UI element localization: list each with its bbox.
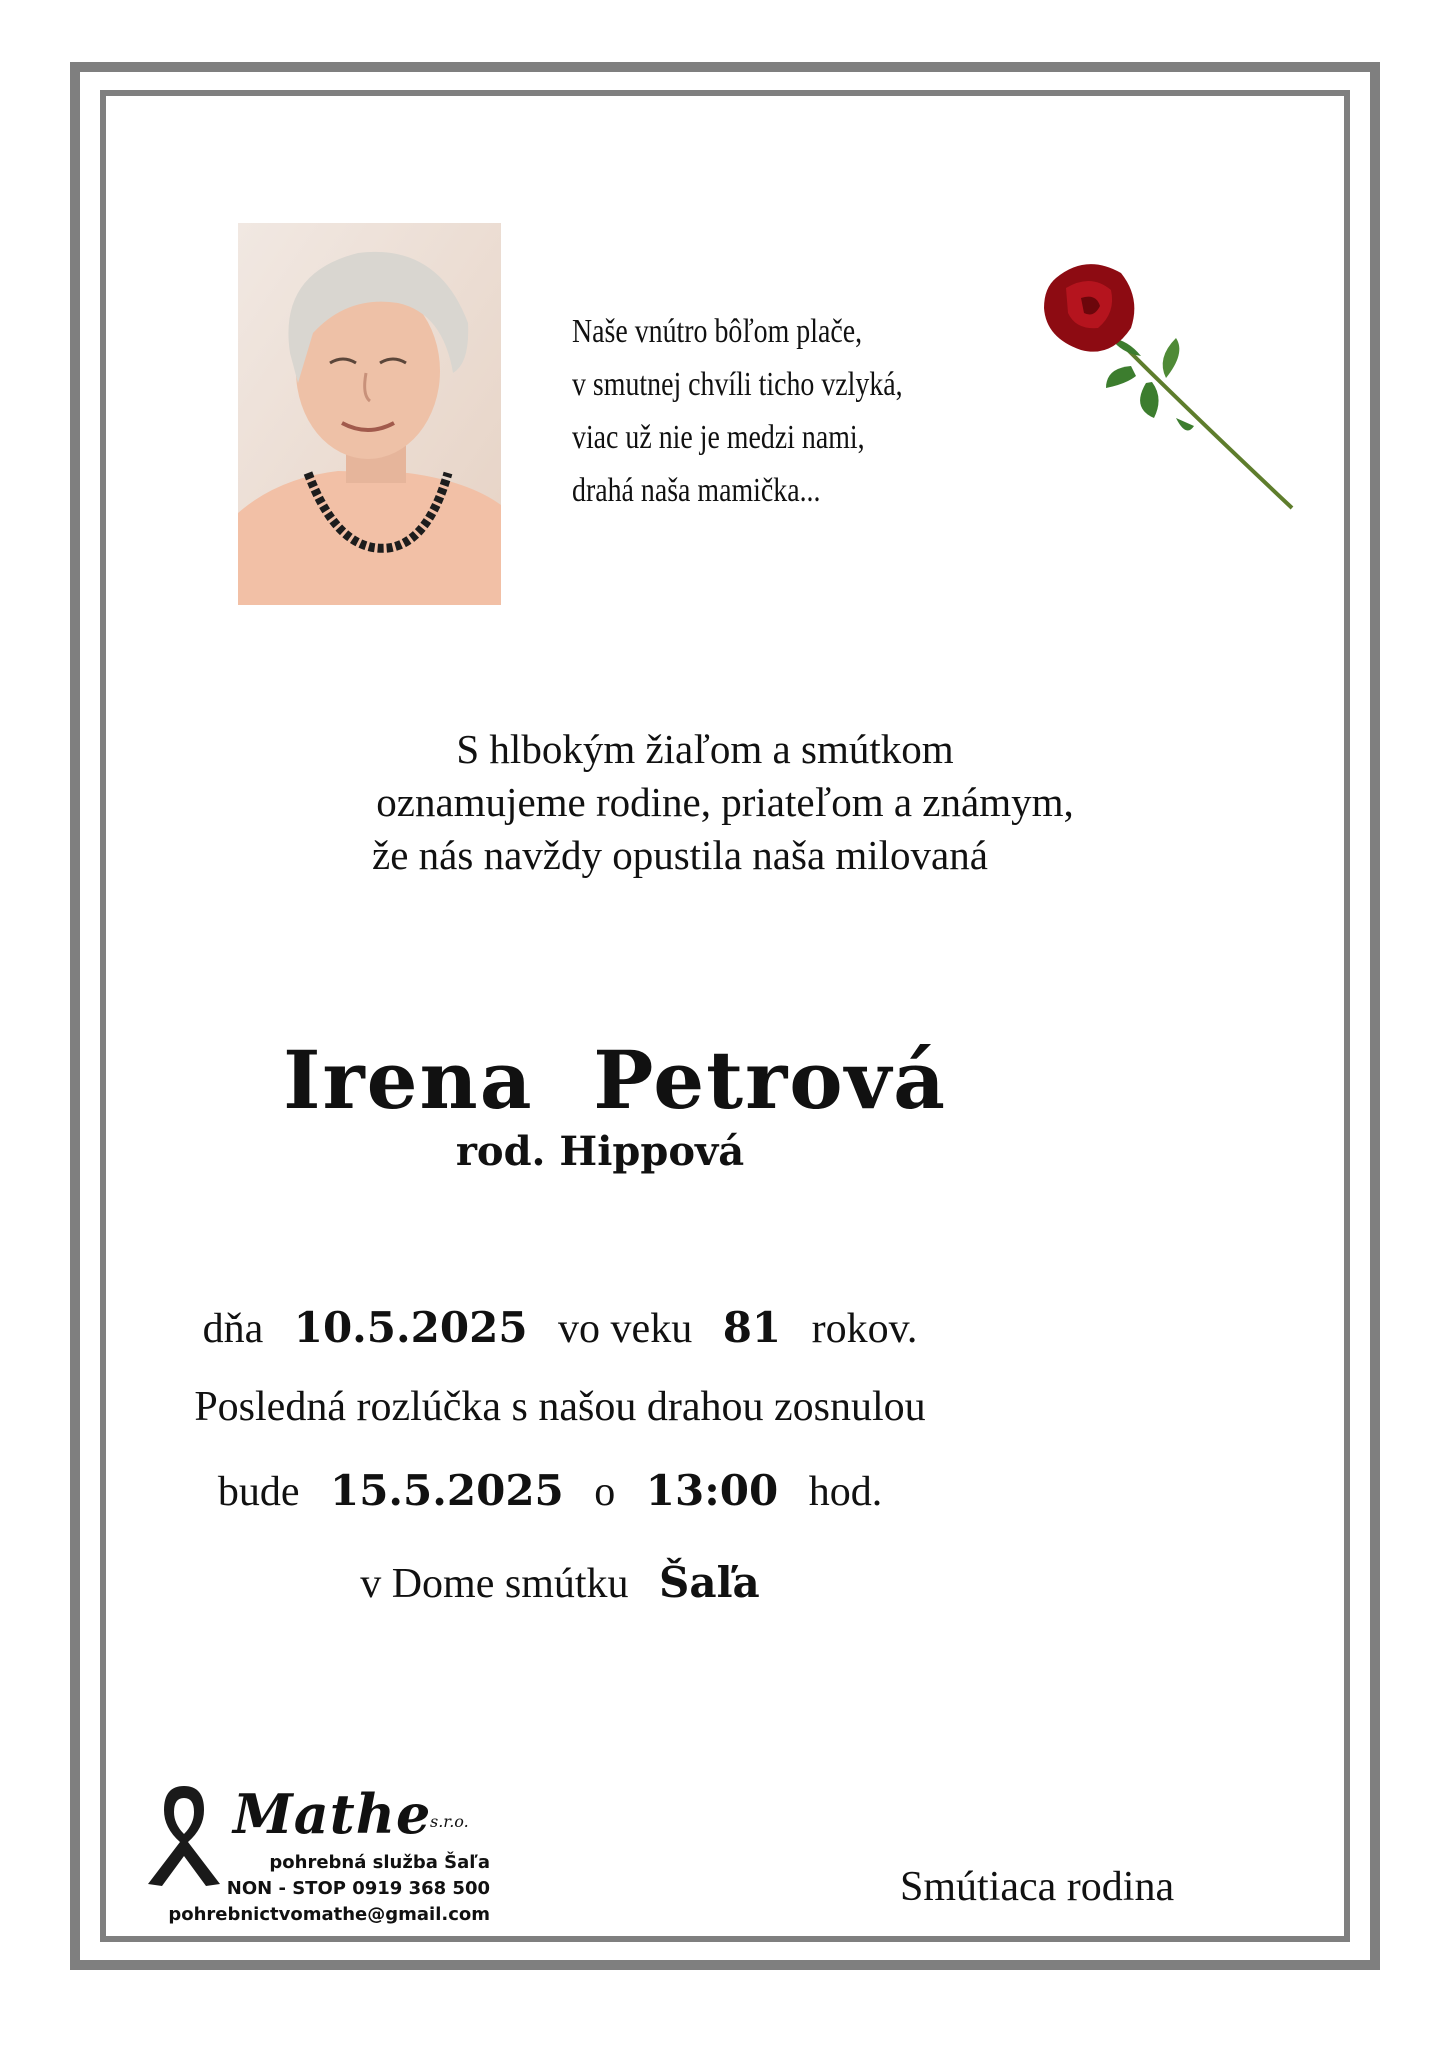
signature: Smútiaca rodina [900,1864,1175,1910]
maiden-name: rod. Hippová [455,1128,745,1175]
death-date: 10.5.2025 [293,1303,528,1352]
service-email: pohrebnictvomathe@gmail.com [168,1904,490,1925]
announcement-line: že nás navždy opustila naša milovaná [372,832,988,878]
announcement-line: S hlbokým žiaľom a smútkom [456,726,954,772]
poem-line: viac už nie je medzi nami, [572,419,865,456]
brand-name: Mathe [233,1782,432,1846]
poem-line: drahá naša mamička... [572,472,821,509]
poem [572,305,933,517]
service-name: pohrebná služba Šaľa [269,1852,490,1873]
brand-suffix: s.r.o. [430,1812,469,1831]
funeral-info [25,1466,1075,1516]
age-value: 81 [722,1303,782,1352]
funeral-date: 15.5.2025 [329,1466,564,1515]
deceased-name: Irena Petrová [283,1033,947,1127]
place-name: Šaľa [659,1558,760,1607]
service-phone: NON - STOP 0919 368 500 [226,1878,490,1899]
portrait-photo [238,223,501,605]
farewell-line: Posledná rozlúčka s našou drahou zosnulou [194,1384,926,1430]
announcement-line: oznamujeme rodine, priateľom a známym, [376,779,1074,825]
funeral-service-logo [140,1780,520,1930]
place-prefix: v Dome smútku [360,1561,629,1607]
age-prefix: vo veku [558,1306,693,1352]
red-rose-icon [1036,258,1301,513]
funeral-place [35,1558,1085,1608]
funeral-prefix: bude [217,1469,300,1515]
funeral-time: 13:00 [645,1466,779,1515]
time-prefix: o [594,1469,616,1515]
poem-line: v smutnej chvíli ticho vzlyká, [572,366,903,403]
age-suffix: rokov. [811,1306,918,1352]
death-prefix: dňa [202,1306,264,1352]
death-info [35,1303,1085,1353]
announcement [200,723,1250,882]
mourning-ribbon-icon [144,1780,224,1886]
time-suffix: hod. [808,1469,883,1515]
poem-line: Naše vnútro bôľom plače, [572,313,863,350]
